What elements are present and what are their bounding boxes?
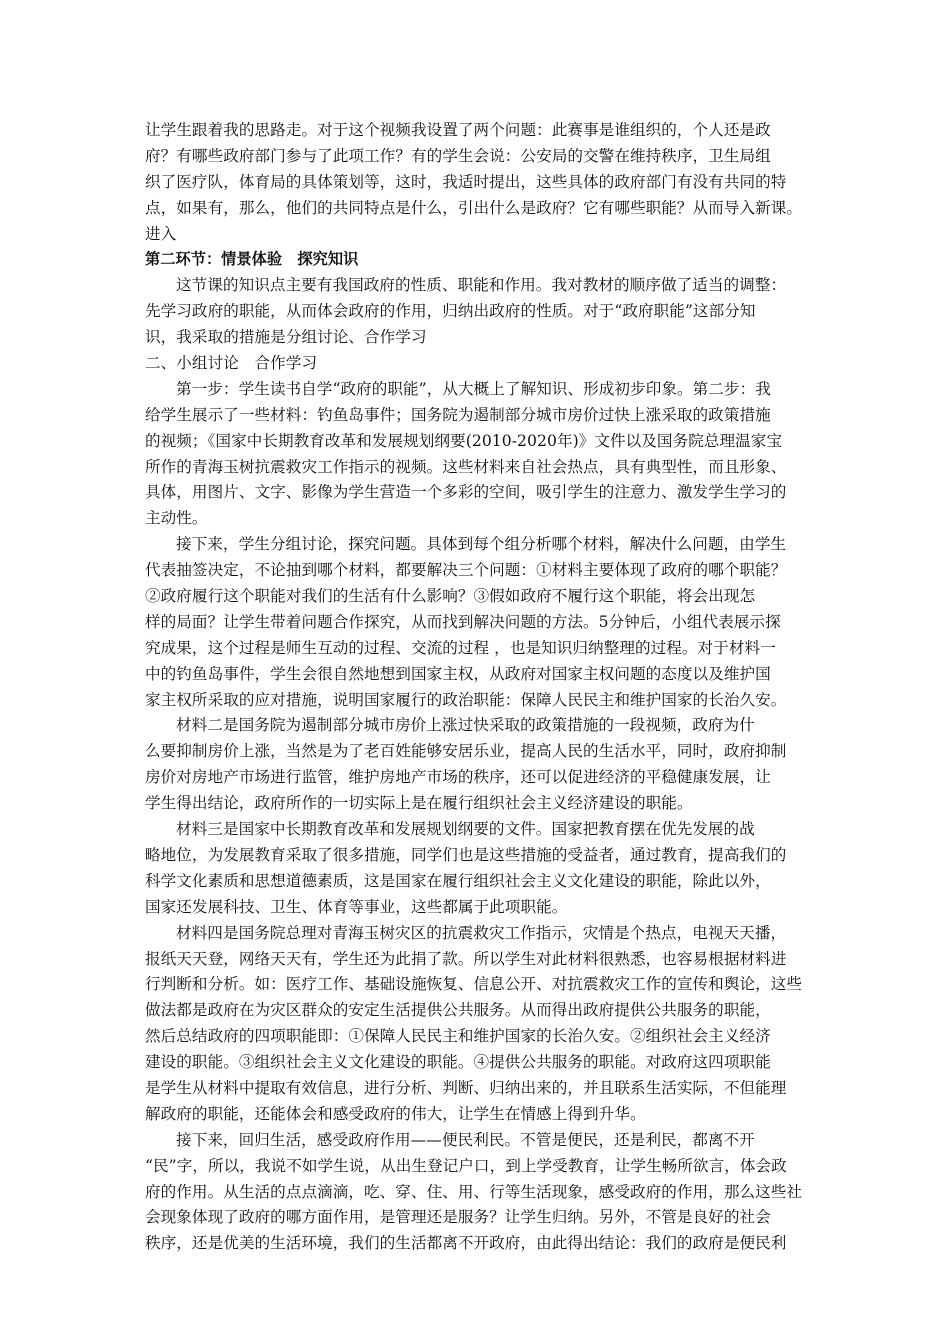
text-line: 让学生跟着我的思路走。对于这个视频我设置了两个问题：此赛事是谁组织的，个人还是政 — [145, 121, 771, 139]
text-line: 识，我采取的措施是分组讨论、合作学习 — [145, 328, 427, 347]
text-line: 学生得出结论，政府所作的一切实际上是在履行组织社会主义经济建设的职能。 — [145, 794, 693, 813]
text-line: 具体，用图片、文字、影像为学生营造一个多彩的空间，吸引学生的注意力、激发学生学习的 — [145, 483, 787, 502]
text-line: ②政府履行这个职能对我们的生活有什么影响？③假如政府不履行这个职能，将会出现怎 — [145, 587, 756, 606]
text-line: 解政府的职能，还能体会和感受政府的伟大，让学生在情感上得到升华。 — [145, 1104, 646, 1123]
text-line: 材料四是国务院总理对青海玉树灾区的抗震救灾工作指示，灾情是个热点，电视天天播， — [176, 923, 787, 942]
text-line: 主动性。 — [145, 509, 208, 528]
text-line: 材料三是国家中长期教育改革和发展规划纲要的文件。国家把教育摆在优先发展的战 — [176, 820, 755, 839]
text-line: 织了医疗队，体育局的具体策划等，这时，我适时提出，这些具体的政府部门有没有共同的特 — [145, 172, 787, 191]
text-line: 点，如果有，那么，他们的共同特点是什么，引出什么是政府？它有哪些职能？从而导入新课。 — [145, 198, 803, 217]
text-line: 接下来，学生分组讨论，探究问题。具体到每个组分析哪个材料，解决什么问题，由学生 — [176, 535, 787, 554]
text-line: 第一步：学生读书自学“政府的职能”，从大概上了解知识、形成初步印象。第二步：我 — [176, 379, 771, 398]
document-page — [145, 118, 825, 1257]
text-line: 行判断和分析。如：医疗工作、基础设施恢复、信息公开、对抗震救灾工作的宣传和舆论，这些 — [145, 975, 803, 994]
text-line: 秩序，还是优美的生活环境，我们的生活都离不开政府，由此得出结论：我们的政府是便民利 — [145, 1234, 787, 1253]
text-line: 科学文化素质和思想道德素质，这是国家在履行组织社会主义文化建设的职能，除此以外， — [145, 871, 771, 890]
text-line: 报纸天天登，网络天天有，学生还为此捐了款。所以学生对此材料很熟悉，也容易根据材料进 — [145, 949, 787, 968]
text-line: 做法都是政府在为灾区群众的安定生活提供公共服务。从而得出政府提供公共服务的职能， — [145, 1001, 771, 1020]
text-line: 国家还发展科技、卫生、体育等事业，这些都属于此项职能。 — [145, 897, 568, 916]
text-line: 先学习政府的职能，从而体会政府的作用，归纳出政府的性质。对于“政府职能”这部分知 — [145, 302, 756, 321]
text-line: 略地位，为发展教育采取了很多措施，同学们也是这些措施的受益者，通过教育，提高我们的 — [145, 845, 787, 864]
text-line: 的视频；《国家中长期教育改革和发展规划纲要(2010-2020年)》文件以及国务院总理温家宝 — [145, 431, 783, 450]
text-line: 建设的职能。③组织社会主义文化建设的职能。④提供公共服务的职能。对政府这四项职能 — [145, 1053, 771, 1072]
text-line: 中的钓鱼岛事件，学生会很自然地想到国家主权，从政府对国家主权问题的态度以及维护国 — [145, 664, 771, 683]
text-line: 代表抽签决定，不论抽到哪个材料，都要解决三个问题：①材料主要体现了政府的哪个职能？ — [145, 561, 787, 580]
subsection-heading: 二、小组讨论 合作学习 — [145, 354, 318, 373]
text-line: 房价对房地产市场进行监管，维护房地产市场的秩序，还可以促进经济的平稳健康发展，让 — [145, 768, 771, 787]
section-heading: 第二环节：情景体验 探究知识 — [145, 250, 359, 269]
text-line: “民”字，所以，我说不如学生说，从出生登记户口，到上学受教育，让学生畅所欲言，体会政 — [145, 1156, 787, 1175]
text-line: 府？有哪些政府部门参与了此项工作？有的学生会说：公安局的交警在维持秩序，卫生局组 — [145, 146, 771, 165]
text-line: 进入 — [145, 224, 177, 243]
text-line: 接下来，回归生活，感受政府作用——便民利民。不管是便民，还是利民，都离不开 — [176, 1130, 755, 1149]
text-line: 府的作用。从生活的点点滴滴，吃、穿、住、用、行等生活现象，感受政府的作用，那么这些社 — [145, 1182, 803, 1201]
text-line: 然后总结政府的四项职能即：①保障人民民主和维护国家的长治久安。②组织社会主义经济 — [145, 1027, 771, 1046]
text-line: 是学生从材料中提取有效信息，进行分析、判断、归纳出来的，并且联系生活实际，不但能理 — [145, 1078, 787, 1097]
text-line: 家主权所采取的应对措施，说明国家履行的政治职能：保障人民民主和维护国家的长治久安。 — [145, 690, 787, 709]
text-line: 么要抑制房价上涨，当然是为了老百姓能够安居乐业，提高人民的生活水平，同时，政府抑制 — [145, 742, 787, 761]
text-line: 这节课的知识点主要有我国政府的性质、职能和作用。我对教材的顺序做了适当的调整： — [176, 276, 787, 295]
text-line: 材料二是国务院为遏制部分城市房价上涨过快采取的政策措施的一段视频，政府为什 — [176, 716, 755, 735]
text-line: 究成果，这个过程是师生互动的过程、交流的过程 ，也是知识归纳整理的过程。对于材料一 — [145, 638, 776, 657]
text-line: 给学生展示了一些材料：钓鱼岛事件；国务院为遏制部分城市房价过快上涨采取的政策措施 — [145, 405, 771, 424]
text-line: 会现象体现了政府的哪方面作用，是管理还是服务？让学生归纳。另外，不管是良好的社会 — [145, 1208, 771, 1227]
text-line: 样的局面？让学生带着问题合作探究，从而找到解决问题的方法。5分钟后，小组代表展示探 — [145, 612, 781, 631]
text-line: 所作的青海玉树抗震救灾工作指示的视频。这些材料来自社会热点，具有典型性，而且形象、 — [145, 457, 787, 476]
